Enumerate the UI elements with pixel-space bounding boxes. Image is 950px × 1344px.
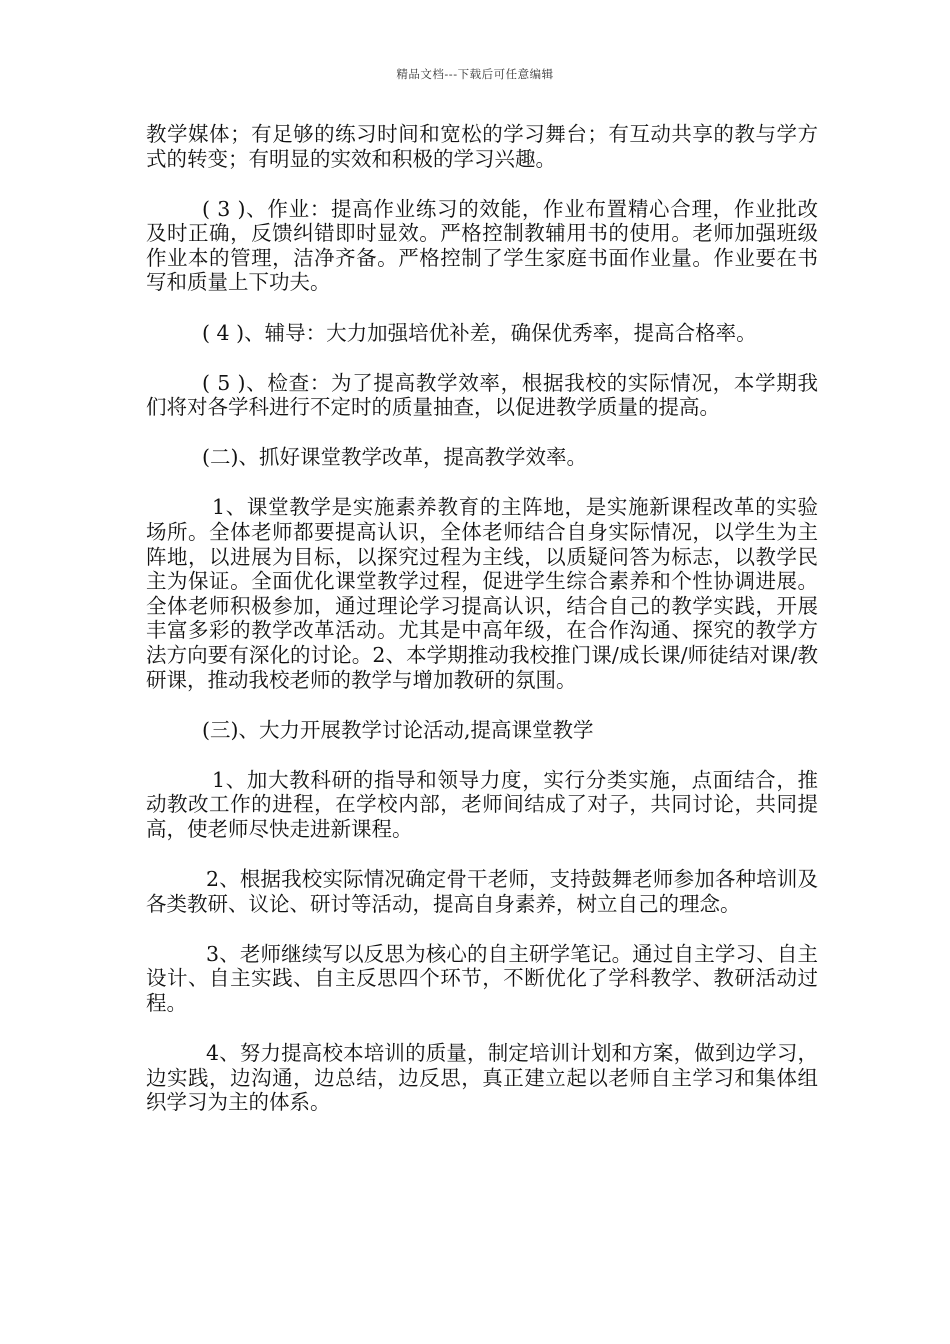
paragraph-homework: ( 3 )、作业：提高作业练习的效能，作业布置精心合理，作业批改及时正确，反馈纠错即时显效。严格控制教辅用书的使用。老师加强班级作业本的管理，洁净齐备。严格控制了学生家庭书面作业量。作业要在书写和质量上下功夫。	[146, 196, 818, 295]
paragraph-tutoring: ( 4 )、辅导：大力加强培优补差，确保优秀率，提高合格率。	[202, 320, 757, 345]
section-heading-3: (三)、大力开展教学讨论活动,提高课堂教学	[202, 717, 594, 742]
paragraph-research-4: 4、努力提高校本培训的质量，制定培训计划和方案，做到边学习，边实践，边沟通，边总结，边反思，真正建立起以老师自主学习和集体组织学习为主的体系。	[146, 1041, 818, 1115]
paragraph-media: 教学媒体；有足够的练习时间和宽松的学习舞台；有互动共享的教与学方式的转变；有明显的实效和积极的学习兴趣。	[146, 122, 818, 171]
document-body	[146, 122, 818, 1140]
paragraph-inspection: ( 5 )、检查：为了提高教学效率，根据我校的实际情况，本学期我们将对各学科进行不定时的质量抽查，以促进教学质量的提高。	[146, 370, 818, 420]
paragraph-research-1: 1、加大教科研的指导和领导力度，实行分类实施，点面结合，推动教改工作的进程，在学校内部，老师间结成了对子，共同讨论，共同提高，使老师尽快走进新课程。	[146, 767, 818, 841]
page-header: 精品文档---下载后可任意编辑	[396, 67, 554, 81]
paragraph-research-3: 3、老师继续写以反思为核心的自主研学笔记。通过自主学习、自主设计、自主实践、自主反思四个环节，不断优化了学科教学、教研活动过程。	[146, 941, 818, 1015]
paragraph-research-2: 2、根据我校实际情况确定骨干老师，支持鼓舞老师参加各种培训及各类教研、议论、研讨等活动，提高自身素养，树立自己的理念。	[146, 867, 818, 916]
paragraph-classroom-teaching: 1、课堂教学是实施素养教育的主阵地，是实施新课程改革的实验场所。全体老师都要提高认识，全体老师结合自身实际情况，以学生为主阵地，以进展为目标，以探究过程为主线，以质疑问答为标志，以教学民主为保证。全面优化课堂教学过程，促进学生综合素养和个性协调进展。全体老师积极参加，通过理论学习提高认识，结合自己的教学实践，开展丰富多彩的教学改革活动。尤其是中高年级，在合作沟通、探究的教学方法方向要有深化的讨论。2、本学期推动我校推门课/成长课/师徒结对课/教研课，推动我校老师的教学与增加教研的氛围。	[146, 495, 818, 692]
section-heading-2: (二)、抓好课堂教学改革，提高教学效率。	[202, 445, 587, 470]
